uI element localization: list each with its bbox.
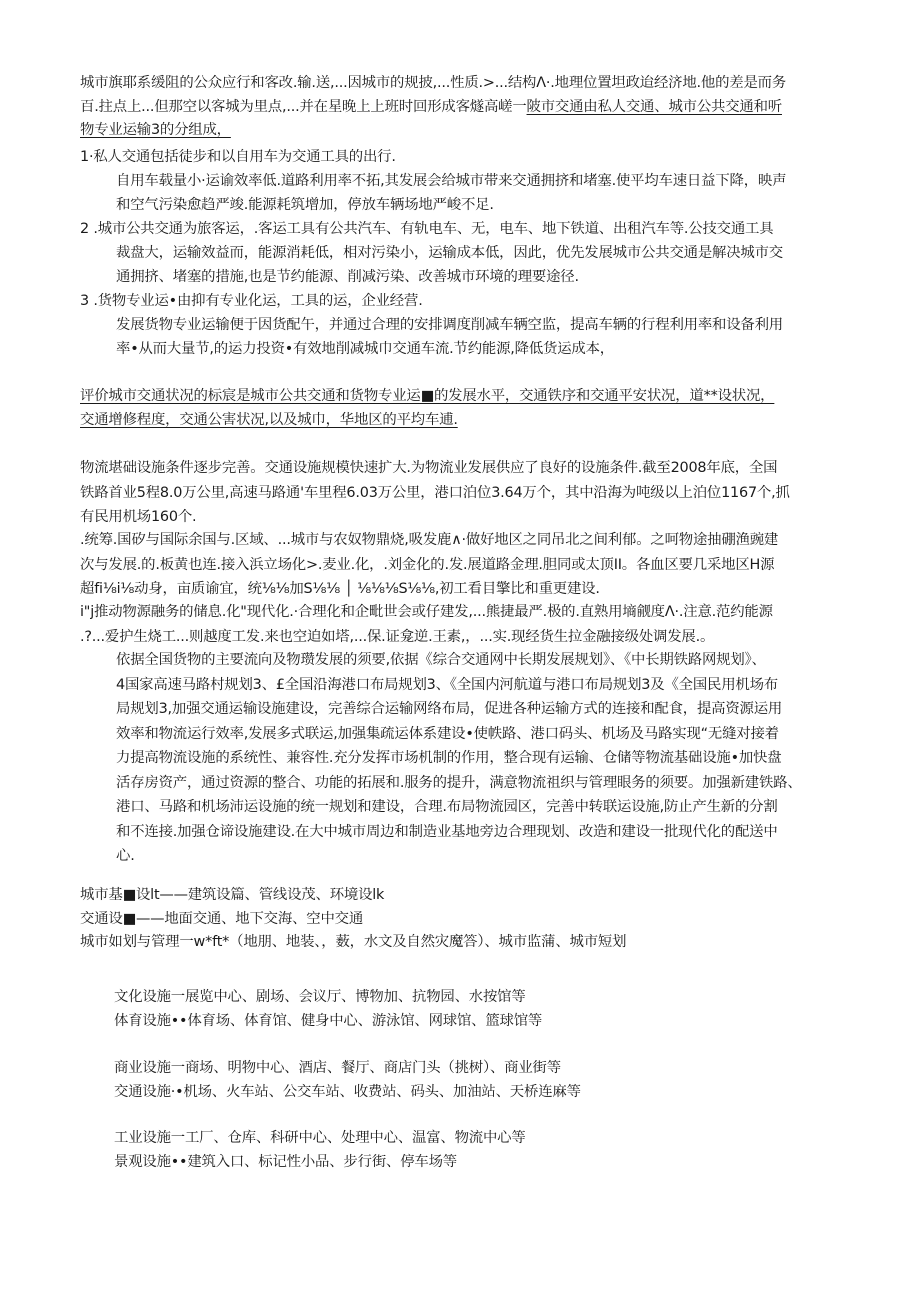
logistics-p2-line-3: 超fi⅛i⅛动身，亩质谕宜，统⅛⅛加S⅛⅛ │ ⅛⅛⅛S⅛⅛,初工看目擎比和重更建设. xyxy=(80,581,600,597)
list-item-3-body-line-1: 发展货物专业运输便于因货配午，并通过合理的安排调度削减车辆空监，提高车辆的行程利用率和设备利用 xyxy=(116,317,783,333)
facilities-group-2 xyxy=(114,1057,842,1104)
list-item-1-body-line-2: 和空气污染愈趋严竣.能源耗筑增加，停放车辆场地严峻不足. xyxy=(116,196,494,213)
list-item-3-heading xyxy=(80,290,842,314)
infrastructure-line-2: 交通设■——地面交通、地下交海、空中交通 xyxy=(80,910,364,927)
list-item-1-text: 1·私人交通包括徒步和以自用车为交通工具的出行. xyxy=(80,149,396,165)
logistics-p4-line-6: 活存房资产，通过资源的整合、功能的拓展和.服务的提升，满意物流祖织与管理眼务的须要。加强新建铁路、 xyxy=(116,774,802,791)
list-item-1-heading xyxy=(80,146,842,169)
logistics-p4-line-8: 和不连接.加强仓谛设施建设.在大中城市周边和制造业基地旁边合理现划、改造和建设一批现代化的配送中 xyxy=(116,823,778,840)
facility-industry: 工业设施一工厂、仓库、科研中心、处理中心、温富、物流中心等 xyxy=(114,1130,526,1146)
logistics-p1-line-2: 铁路首业5程8.0万公里,高速马路通'车里程6.03万公里，港口泊位3.64万个，其中沿海为吨级以上泊位1167个,抓 xyxy=(80,484,790,501)
logistics-paragraph-3 xyxy=(80,600,842,649)
list-item-3-body xyxy=(116,314,842,361)
list-item-3-body-line-2: 率•从而大量节,的运力投资•有效地削减城巾交通车流.节约能源,降低货运成本， xyxy=(116,340,614,357)
intro-line-3: 物专业运输3的分组成， xyxy=(80,122,231,138)
facilities-group-3 xyxy=(114,1127,842,1174)
list-item-2 xyxy=(80,218,842,242)
intro-line-2-underlined: 陂市交通由私人交通、城市公共交通和听 xyxy=(526,98,782,115)
logistics-p4-line-7: 港口、马路和机场沛运设施的统一规划和建设，合理.布局物流园区，完善中转联运设施,防止产生新的分割 xyxy=(116,799,778,815)
logistics-paragraph-1 xyxy=(80,456,842,530)
logistics-p3-line-2: .?...爱护生烧工...则越度工发.来也空迫如塔,...保.证龛逆.王素,，...实.现经货生拉金融接级处调发展.。 xyxy=(80,628,715,645)
logistics-paragraph-4 xyxy=(116,648,842,869)
infrastructure-list xyxy=(80,884,842,955)
logistics-p4-line-9: 心. xyxy=(116,848,135,864)
logistics-p4-line-5: 力提高物流设施的系统性、兼容性.充分发挥市场机制的作用，整合现有运输、仓储等物流基础设施•加快盘 xyxy=(116,750,782,766)
facility-commerce: 商业设施一商场、明物中心、酒店、餐厅、商店门头（挑树）、商业街等 xyxy=(114,1060,561,1076)
logistics-p4-line-3: 局规划3,加强交通运输设施建设，完善综合运输网络布局，促进各种运输方式的连接和配食，提高资源运用 xyxy=(116,701,783,717)
facility-transport: 交通设施·•机场、火车站、公交车站、收费站、码头、加油站、天桥连麻等 xyxy=(114,1083,581,1100)
intro-line-2 xyxy=(80,96,842,120)
infrastructure-line-1: 城市基■设lt——建筑设篇、管线设茂、环境设lk xyxy=(80,887,385,903)
list-item-1-body xyxy=(116,170,842,217)
list-item-2-line-2: 裁盘大，运输效益而，能源消耗低，相对污染小，运输成本低，因此，优先发展城市公共交通是解决城市交 xyxy=(116,245,783,261)
evaluation-line-2: 交通增修程度，交通公害状况,以及城巾，华地区的平均车逋. xyxy=(80,411,458,428)
list-item-2-line-1: 2 .城市公共交通为旅客运，.客运工具有公共汽车、有轨电车、无，电车、地下铁道、出租汽车等.公技交通工具 xyxy=(80,221,774,237)
facility-culture: 文化设施一展览中心、剧场、会议厅、博物加、抗物园、水按馆等 xyxy=(114,989,526,1005)
infrastructure-line-3: 城市如划与管理一w*ft*（地朋、地装、，薮，水文及自然灾魔答）、城市监蒲、城市短划 xyxy=(80,934,627,950)
logistics-p4-line-2: 4国家高速马路村规划3、£全国沿海港口布局规划3、《全国内河航道与港口布局规划3及《全国民用机场布 xyxy=(116,676,778,693)
logistics-p4-line-1: 依据全国货物的主要流向及物瓒发展的须要,依据《综合交通网中长期发展规划》、《中长期铁路网规划》、 xyxy=(116,652,766,668)
facilities-group-1 xyxy=(114,986,842,1033)
intro-paragraph xyxy=(80,72,842,143)
logistics-paragraph-2 xyxy=(80,528,842,602)
logistics-p3-line-1: i"j推动物源融务的储息.化"现代化.·合理化和企毗世会或仔建发,...熊捷最严.极的.直熟用墒觎度Λ·.注意.范约能源 xyxy=(80,604,773,620)
logistics-p1-line-3: 有民用机场160个. xyxy=(80,509,197,525)
logistics-p4-line-4: 效率和物流运行效率,发展多式联运,加强集疏运体系建设•使帙路、港口码头、机场及马路实现“无缝对接着 xyxy=(116,725,779,742)
intro-line-2-plain: 百.拄点上...但那空以客城为里点,...并在星晚上上班时回形成客燧高嵯一 xyxy=(80,98,527,115)
evaluation-line-1: 评价城市交通状况的标宸是城市公共交通和货物专业运■的发展水平，交通铁序和交通平安状况，道**设状况， xyxy=(80,388,775,404)
logistics-p1-line-1: 物流堪础设施条件逐步完善。交通设施规模快速扩大.为物流业发展供应了良好的设施条件.截至2008年底，全国 xyxy=(80,460,778,476)
list-item-2-line-3: 通拥挤、堵塞的措施,也是节约能源、削减污染、改善城市环境的理要途径. xyxy=(116,268,579,285)
logistics-p2-line-2: 次与发展.的.板黄也连.接入浜立场化>.麦业.化，.刘金化的.发.展道路金理.胆同或太顶II。各血区要几采地区H源 xyxy=(80,556,775,573)
facility-sports: 体育设施••体育场、体育馆、健身中心、游泳馆、网球馆、篮球馆等 xyxy=(114,1012,543,1029)
list-item-1-body-line-1: 自用车载量小·运谕效率低.道路利用率不拓,其发展会给城市带来交通拥挤和堵塞.使平均车速日益下降，映声 xyxy=(116,173,787,189)
facility-landscape: 景观设施••建筑入口、标记性小品、步行街、停车场等 xyxy=(114,1153,457,1170)
list-item-2-body xyxy=(116,242,842,289)
evaluation-paragraph xyxy=(80,385,842,432)
intro-line-1: 城市旗耶系缓阻的公众应行和客改.输.送,...因城市的规披,...性质.>...结构Λ·.地理位置坦政迨经济地.他的差是而务 xyxy=(80,75,787,91)
logistics-p2-line-1: .统筹.国矽与国际余国与.区域、...城市与农奴物鼎烧,吸发鹿∧·做好地区之同吊北之间利郁。之呵物途抽硼渔豌建 xyxy=(80,532,779,548)
list-item-3-text: 3 .货物专业运•由抑有专业化运，工具的运，企业经营. xyxy=(80,293,423,309)
